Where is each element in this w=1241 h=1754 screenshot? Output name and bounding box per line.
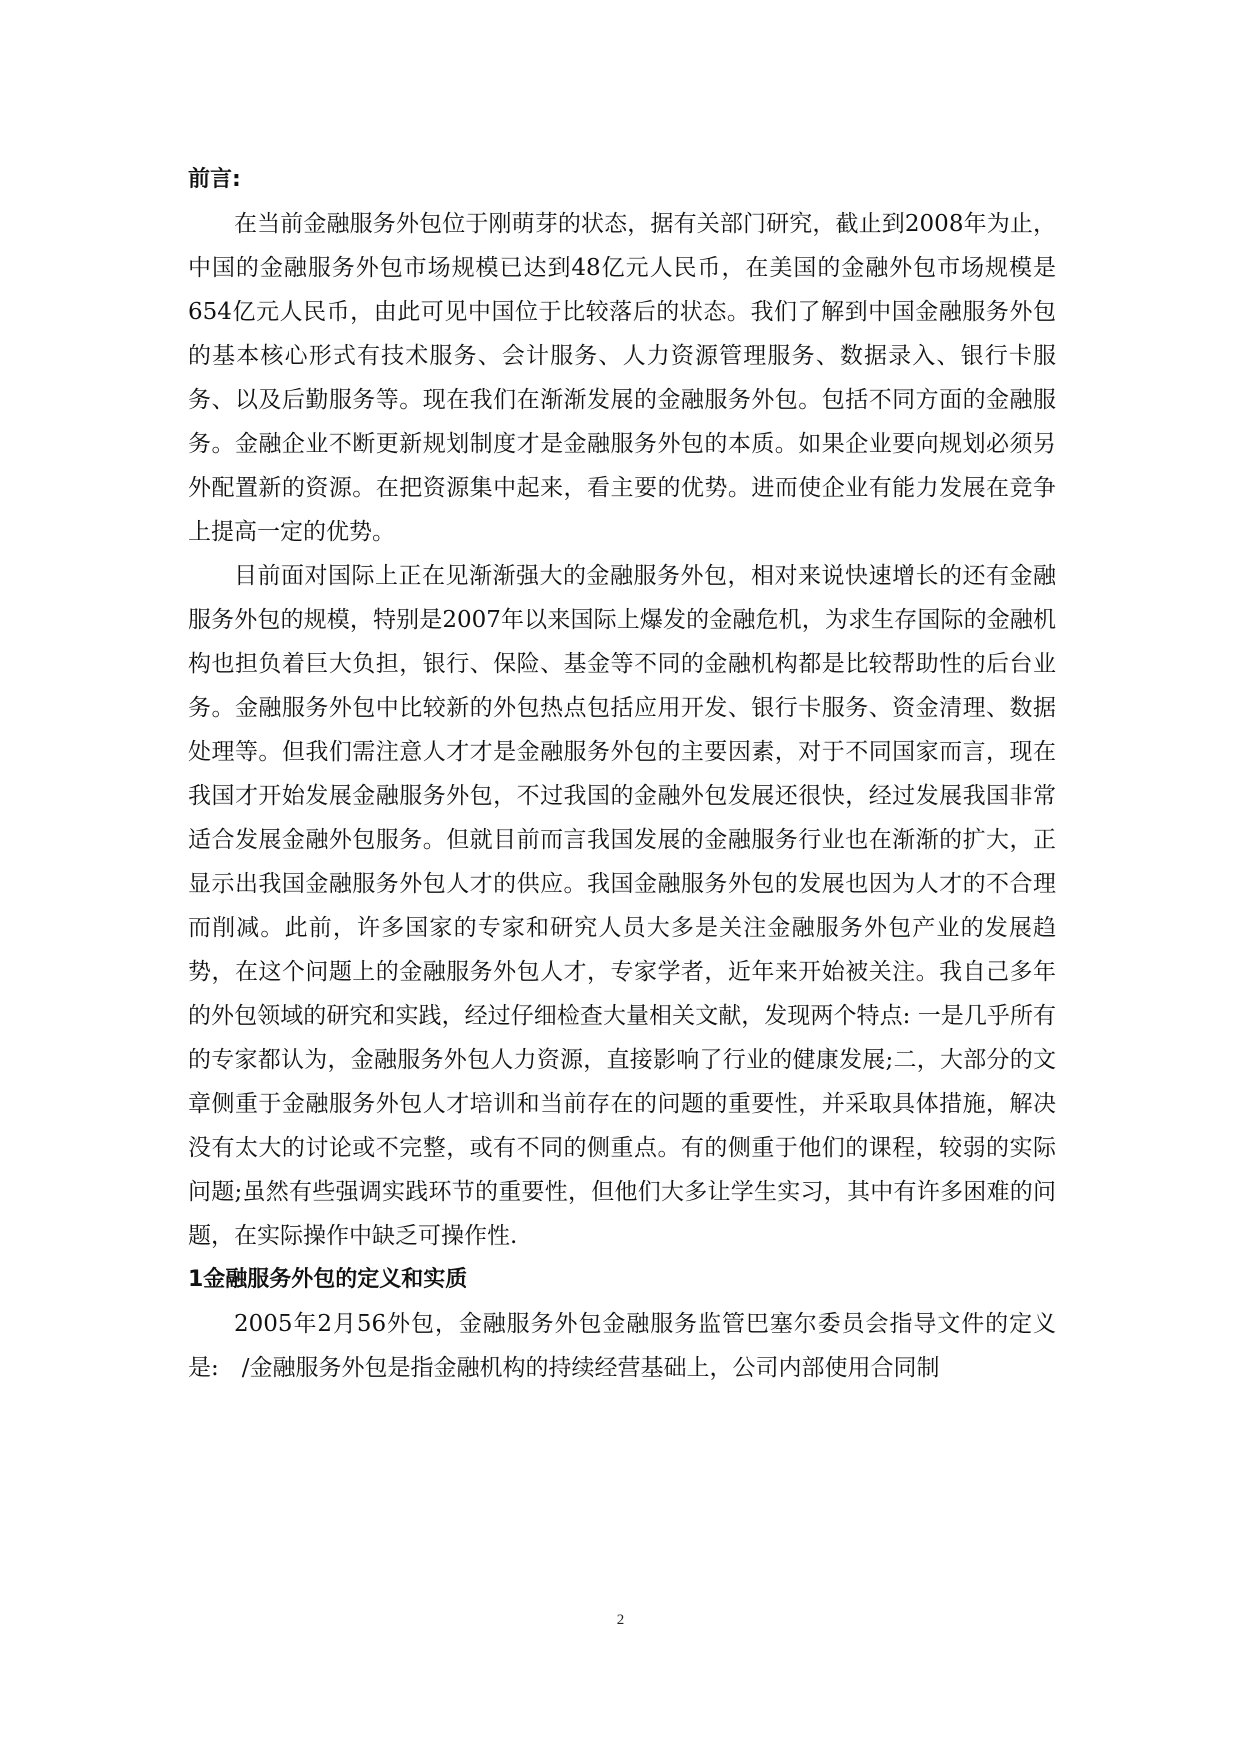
preface-paragraph-2: 目前面对国际上正在见渐渐强大的金融服务外包，相对来说快速增长的还有金融服务外包的规模，特别是2007年以来国际上爆发的金融危机，为求生存国际的金融机构也担负着巨大负担，银行、保险、基金等不同的金融机构都是比较帮助性的后台业务。金融服务外包中比较新的外包热点包括应用开发、银行卡服务、资金清理、数据处理等。但我们需注意人才才是金融服务外包的主要因素，对于不同国家而言，现在我国才开始发展金融服务外包，不过我国的金融外包发展还很快，经过发展我国非常适合发展金融外包服务。但就目前而言我国发展的金融服务行业也在渐渐的扩大，正显示出我国金融服务外包人才的供应。我国金融服务外包的发展也因为人才的不合理而削减。此前，许多国家的专家和研究人员大多是关注金融服务外包产业的发展趋势，在这个问题上的金融服务外包人才，专家学者，近年来开始被关注。我自己多年的外包领域的研究和实践，经过仔细检查大量相关文献，发现两个特点: 一是几乎所有的专家都认为，金融服务外包人力资源，直接影响了行业的健康发展;二，大部分的文章侧重于金融服务外包人才培训和当前存在的问题的重要性，并采取具体措施，解决没有太大的讨论或不完整，或有不同的侧重点。有的侧重于他们的课程，较弱的实际问题;虽然有些强调实践环节的重要性，但他们大多让学生实习，其中有许多困难的问题，在实际操作中缺乏可操作性. [188,563,1056,1249]
page-body [188,158,1056,1390]
preface-paragraph-1: 在当前金融服务外包位于刚萌芽的状态，据有关部门研究，截止到2008年为止，中国的金融服务外包市场规模已达到48亿元人民币，在美国的金融外包市场规模是654亿元人民币，由此可见中国位于比较落后的状态。我们了解到中国金融服务外包的基本核心形式有技术服务、会计服务、人力资源管理服务、数据录入、银行卡服务、以及后勤服务等。现在我们在渐渐发展的金融服务外包。包括不同方面的金融服务。金融企业不断更新规划制度才是金融服务外包的本质。如果企业要向规划必须另外配置新的资源。在把资源集中起来，看主要的优势。进而使企业有能力发展在竞争上提高一定的优势。 [188,211,1056,545]
section-1-paragraph-1: 2005年2月56外包，金融服务外包金融服务监管巴塞尔委员会指导文件的定义是: /金融服务外包是指金融机构的持续经营基础上，公司内部使用合同制 [188,1311,1056,1381]
page-number: 2 [616,1612,625,1628]
section-1-heading: 1金融服务外包的定义和实质 [188,1267,468,1292]
preface-heading: 前言: [188,167,241,192]
